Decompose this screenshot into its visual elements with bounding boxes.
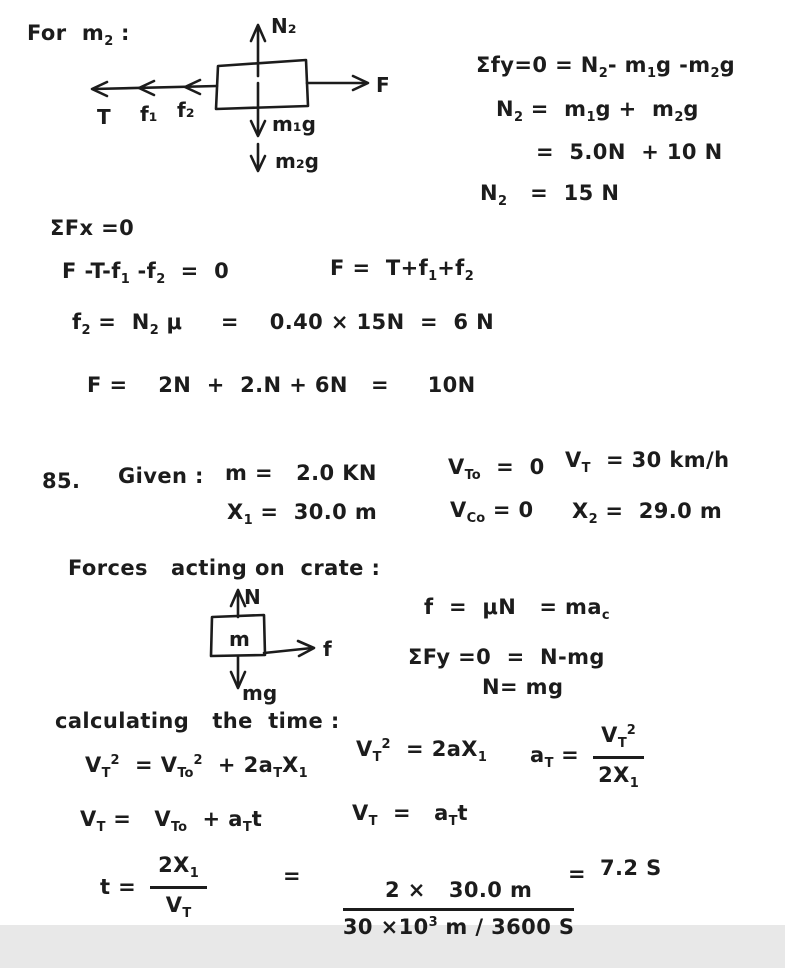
- label-friction2: f₂: [177, 98, 195, 122]
- time-frac-num: $2X_1$: [158, 853, 199, 882]
- label-m2g: m₂g: [275, 149, 319, 173]
- acceleration-lhs: $a_T$ =: [530, 743, 580, 772]
- eq-friction-def: $f = \mu N = ma_c$: [424, 595, 610, 624]
- fraction-bar: [150, 886, 207, 889]
- label-tension: T: [97, 105, 111, 129]
- fbd-m2-diagram: [0, 0, 400, 185]
- acceleration-frac: [593, 722, 644, 793]
- eq-kinematics-2: $V_T = V_{To} + a_Tt$: [80, 807, 263, 836]
- given-x1: $X_1 = 30.0$ m: [227, 500, 378, 529]
- eq-n2-result: $N_2 = 15$ N: [480, 181, 620, 210]
- fbd-crate-diagram: [180, 578, 350, 703]
- time-frac: [150, 852, 207, 923]
- time-lhs: t =: [100, 874, 137, 899]
- eq-kinematics-1b: $V_T^2 = 2aX_1$: [356, 737, 487, 766]
- eq-n2-values: = 5.0N + 10 N: [536, 140, 723, 164]
- fbd-m2-left-arrow: [93, 86, 217, 89]
- eq-n2-sum: $N_2 = m_1g + m_2g$: [496, 97, 699, 126]
- given-label: Given :: [118, 464, 204, 488]
- calc-time-heading: calculating the time :: [55, 709, 340, 733]
- equals-sign-2: =: [283, 864, 301, 888]
- label-m1g: m₁g: [272, 112, 316, 136]
- label-normal: N: [244, 585, 261, 609]
- time-numeric-den: $30 \times 10^3$ m / 3600 S: [342, 914, 575, 939]
- eq-fx-balance: F $-T-f_1$ $-f_2 = 0$: [62, 259, 230, 288]
- eq-f-solved: $F = T+f_1+f_2$: [330, 256, 474, 285]
- given-x2: $X_2 = 29.0$ m: [572, 499, 723, 528]
- forces-heading: Forces acting on crate :: [68, 556, 381, 580]
- eq-friction2-value: $f_2 = N_2$ μ = 0.40 × 15N = 6 N: [72, 310, 495, 339]
- label-friction: f: [323, 637, 332, 661]
- eq-kinematics-2b: $V_T = a_Tt$: [352, 801, 468, 830]
- label-f-applied: F: [376, 73, 390, 97]
- fbd-m2-box: [216, 60, 308, 109]
- label-friction1: f₁: [140, 102, 158, 126]
- eq-acceleration-fraction: [530, 722, 644, 793]
- time-numeric-num: 2 × 30.0 m: [385, 878, 533, 903]
- eq-time-fraction: [100, 852, 207, 923]
- given-vto: $V_{To} = 0$: [448, 455, 545, 484]
- eq-kinematics-1: $V_T^2 = V_{To}^2 + 2a_TX_1$: [85, 753, 308, 782]
- eq-sum-fx-header: ΣFx =0: [50, 216, 135, 240]
- eq-normal-result: N= mg: [482, 675, 564, 699]
- given-vt: $V_T = 30$ km/h: [565, 448, 730, 477]
- fraction-bar: [343, 908, 575, 911]
- equals-sign-3: =: [568, 862, 586, 886]
- eq-f-total: F = 2N + 2.N + 6N = 10N: [87, 373, 476, 397]
- eq-time-numeric: [312, 850, 574, 968]
- time-result: 7.2 S: [600, 856, 662, 880]
- label-n2: N₂: [271, 14, 297, 38]
- eq-sum-fy: $\Sigma fy=0 = N_2-$ $m_1g$ $-m_2g$: [476, 53, 736, 82]
- fraction-bar: [593, 756, 644, 759]
- given-mass: m = 2.0 KN: [225, 461, 377, 485]
- time-numeric-frac: [343, 877, 575, 941]
- acceleration-frac-den: $2X_1$: [598, 763, 639, 792]
- label-mass: m: [229, 627, 250, 651]
- eq-sum-fy-crate: ΣFy =0 = N-mg: [408, 645, 605, 669]
- label-weight: mg: [242, 681, 278, 705]
- heading-for-m2: For $m_2$ :: [27, 21, 130, 50]
- time-frac-den: $V_T$: [165, 893, 192, 922]
- acceleration-frac-num: $V_T^2$: [601, 723, 636, 752]
- problem-number: 85.: [42, 469, 81, 493]
- given-vco: $V_{Co} = 0$: [450, 498, 534, 527]
